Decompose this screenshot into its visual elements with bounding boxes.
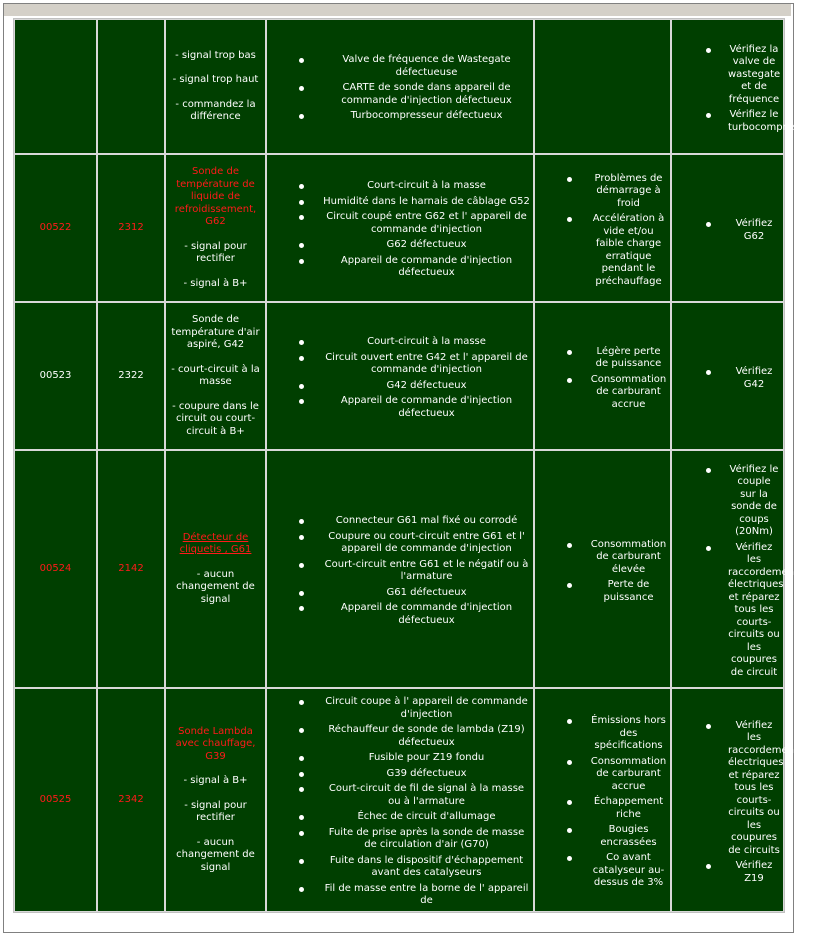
condition-item: - aucun changement de signal [176, 836, 255, 873]
causes-cell [266, 154, 534, 302]
description-cell [165, 450, 266, 688]
remedies-cell [671, 450, 804, 688]
remedies-cell [671, 19, 820, 154]
remedies-list [675, 719, 804, 886]
condition-item: - aucun changement de signal [176, 568, 255, 605]
list-item: G42 défectueux [323, 380, 530, 393]
list-item: Consommation de carburant accrue [590, 755, 667, 792]
list-item: G61 défectueux [323, 587, 530, 600]
effects-list [538, 539, 667, 605]
list-item: Court-circuit de fil de signal à la masse ou à l'armature [323, 783, 530, 808]
list-item: Vérifiez le turbocompresseur [728, 109, 820, 133]
list-item: Réchauffeur de sonde de lambda (Z19) défectueux [323, 724, 530, 749]
window-top-strip [4, 4, 791, 16]
effects-list [538, 346, 667, 412]
fault-code: 00524 [39, 562, 72, 574]
list-item: Vérifiez les raccordements électriques et réparez tous les courts-circuits ou les coupures de circuit [728, 541, 804, 678]
description-cell [165, 19, 266, 154]
component-title: Sonde Lambda avec chauffage, G39 [175, 725, 256, 762]
remedies-cell [671, 154, 784, 302]
list-item: Coupure ou court-circuit entre G61 et l' appareil de commande d'injection [323, 531, 530, 556]
causes-list [270, 696, 530, 908]
effects-cell [534, 302, 671, 450]
list-item: Accélération à vide et/ou faible charge erratique pendant le préchauffage [590, 213, 667, 288]
list-item: Fuite de prise après la sonde de masse de circulation d'air (G70) [323, 827, 530, 852]
table-row [14, 450, 784, 688]
condition-item: - coupure dans le circuit ou court-circuit à B+ [172, 400, 259, 437]
description-cell [165, 154, 266, 302]
list-item: Vérifiez G42 [728, 366, 780, 391]
vag-code-cell [97, 688, 165, 912]
list-item: Vérifiez les raccordements électriques et réparez tous les courts-circuits ou les coupures de circuits [728, 719, 804, 856]
list-item: CARTE de sonde dans appareil de commande d'injection défectueux [323, 82, 530, 107]
vag-code-cell [97, 154, 165, 302]
fault-table-body [14, 19, 820, 912]
causes-cell [266, 302, 534, 450]
component-title: Détecteur de cliquetis , G61 [179, 531, 252, 556]
list-item: Vérifiez le couple sur la sonde de coups (20Nm) [729, 463, 779, 538]
remedies-list [675, 43, 820, 135]
remedies-list [675, 463, 804, 680]
list-item: Fusible pour Z19 fondu [323, 752, 530, 765]
effects-cell [534, 688, 671, 912]
list-item: Vérifiez Z19 [728, 860, 780, 885]
condition-item: - signal à B+ [183, 277, 248, 289]
list-item: Turbocompresseur défectueux [323, 110, 530, 123]
fault-code-cell [14, 688, 97, 912]
vag-code: 2142 [118, 562, 144, 574]
list-item: Consommation de carburant accrue [590, 373, 667, 410]
list-item: Bougies encrassées [590, 824, 667, 849]
fault-code-cell [14, 19, 97, 154]
component-title: Sonde de température d'air aspiré, G42 [171, 314, 260, 350]
table-row [14, 154, 784, 302]
list-item: Émissions hors des spécifications [591, 715, 666, 751]
fault-code: 00525 [39, 793, 72, 805]
list-item: G39 défectueux [323, 768, 530, 781]
remedies-list [675, 218, 780, 243]
list-item: G62 défectueux [323, 239, 530, 252]
causes-cell [266, 19, 534, 154]
condition-item: - signal trop haut [172, 74, 259, 85]
list-item: Appareil de commande d'injection défectueux [323, 255, 530, 280]
fault-code: 00523 [39, 369, 72, 381]
fault-code-cell [14, 154, 97, 302]
vag-code: 2342 [118, 793, 144, 805]
list-item: Humidité dans le harnais de câblage G52 [323, 195, 530, 207]
list-item: Échappement riche [590, 796, 667, 821]
list-item: Circuit ouvert entre G42 et l' appareil de commande d'injection [323, 352, 530, 377]
condition-item: - signal pour rectifier [184, 240, 247, 264]
list-item: Vérifiez G62 [728, 218, 780, 243]
fault-code-table [13, 18, 820, 913]
effects-list [538, 173, 667, 289]
fault-code-cell [14, 450, 97, 688]
vag-code-cell [97, 450, 165, 688]
table-row [14, 19, 784, 154]
causes-list [270, 54, 530, 123]
causes-cell [266, 450, 534, 688]
list-item: Fil de masse entre la borne de l' appareil de [324, 882, 529, 906]
component-title: Sonde de température de liquide de refroidissement, G62 [174, 166, 257, 227]
condition-item: - signal à B+ [183, 775, 248, 786]
vag-code: 2322 [118, 369, 144, 381]
remedies-list [675, 366, 780, 391]
fault-code-cell [14, 302, 97, 450]
vag-code: 2312 [118, 221, 144, 233]
causes-list [270, 515, 530, 627]
effects-cell [534, 154, 671, 302]
causes-cell [266, 688, 534, 912]
list-item: Circuit coupe à l' appareil de commande d'injection [323, 696, 530, 721]
list-item: Court-circuit entre G61 et le négatif ou à l'armature [324, 558, 529, 582]
description-cell [165, 688, 266, 912]
remedies-cell [671, 302, 784, 450]
remedies-cell [671, 688, 804, 912]
list-item: Circuit coupé entre G62 et l' appareil de commande d'injection [323, 211, 530, 236]
list-item: Fuite dans le dispositif d'échappement avant des catalyseurs [323, 855, 530, 880]
list-item: Consommation de carburant élevée [590, 538, 667, 575]
effects-cell [534, 450, 671, 688]
condition-item: - signal trop bas [175, 49, 256, 61]
condition-item: - court-circuit à la masse [171, 363, 260, 387]
list-item: Échec de circuit d'allumage [323, 811, 530, 824]
vag-code-cell [97, 19, 165, 154]
list-item: Appareil de commande d'injection défectueux [323, 602, 530, 627]
table-row [14, 688, 784, 912]
table-row [14, 302, 784, 450]
condition-item: - signal pour rectifier [184, 799, 247, 823]
list-item: Valve de fréquence de Wastegate défectueuse [323, 54, 530, 79]
list-item: Connecteur G61 mal fixé ou corrodé [323, 515, 530, 528]
list-item: Court-circuit à la masse [323, 180, 530, 193]
effects-cell [534, 19, 671, 154]
fault-code: 00522 [39, 221, 72, 233]
list-item: Court-circuit à la masse [323, 336, 530, 349]
list-item: Problèmes de démarrage à froid [590, 173, 667, 211]
condition-item: - commandez la différence [175, 98, 256, 122]
list-item: Appareil de commande d'injection défectueux [323, 395, 530, 420]
vag-code-cell [97, 302, 165, 450]
list-item: Vérifiez la valve de wastegate et de fréquence [728, 43, 781, 105]
list-item: Perte de puissance [590, 579, 667, 604]
list-item: Légère perte de puissance [590, 346, 667, 371]
causes-list [270, 180, 530, 280]
causes-list [270, 336, 530, 420]
effects-list [538, 715, 667, 890]
list-item: Co avant catalyseur au-dessus de 3% [590, 852, 667, 890]
description-cell [165, 302, 266, 450]
